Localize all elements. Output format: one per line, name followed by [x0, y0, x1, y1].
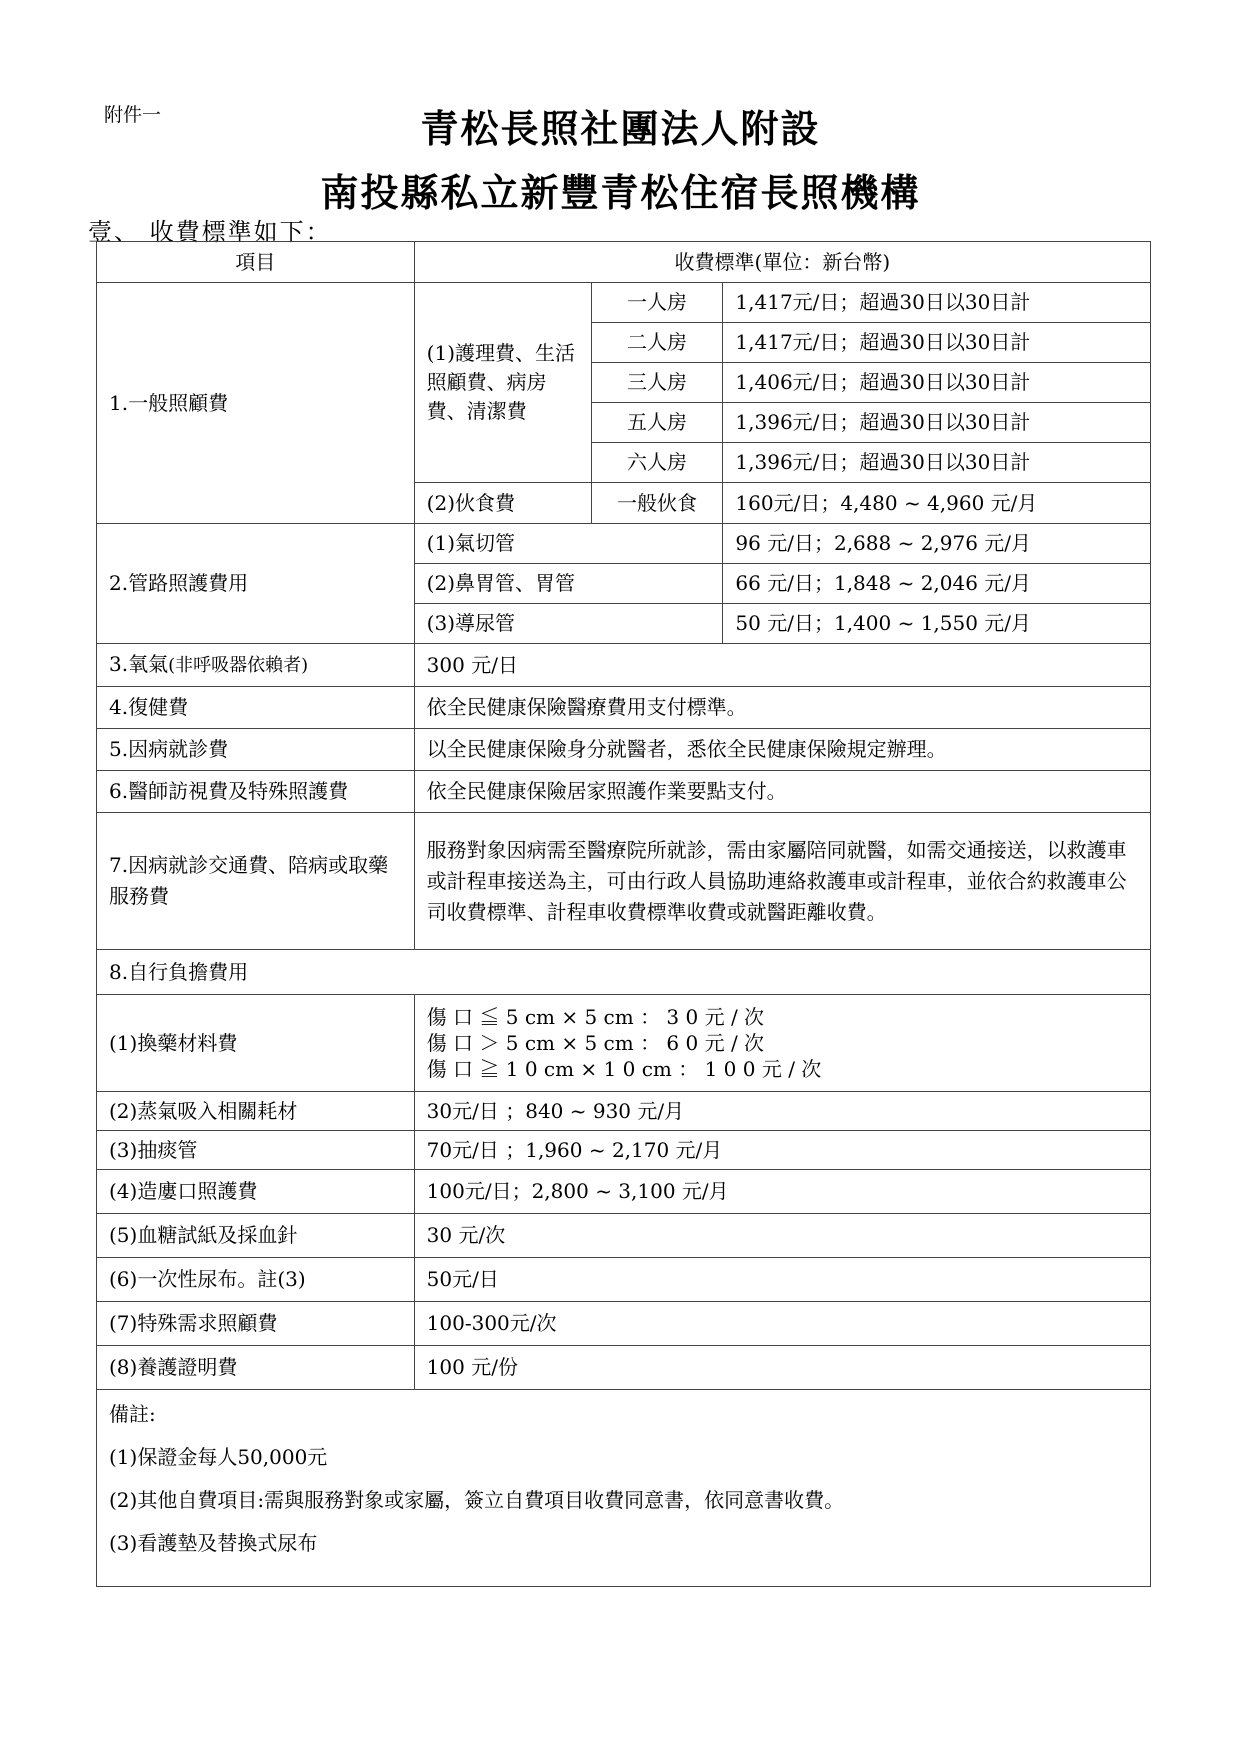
- document-subtitle: 南投縣私立新豐青松住宿長照機構: [320, 170, 921, 215]
- dressing-label: (1)換藥材料費: [97, 995, 415, 1092]
- room-price: 1,417元/日；超過30日以30日計: [723, 283, 1151, 323]
- room-type: 一人房: [591, 283, 723, 323]
- table-row: [97, 1214, 1151, 1258]
- room-price: 1,396元/日；超過30日以30日計: [723, 443, 1151, 483]
- table-row: [97, 813, 1151, 950]
- fee-item-label: (6)一次性尿布。註(3): [97, 1258, 415, 1302]
- table-row: [97, 1258, 1151, 1302]
- header-item: 項目: [97, 242, 415, 283]
- dressing-values: [414, 995, 1150, 1092]
- fee-item-value: 30 元/次: [414, 1214, 1150, 1258]
- fee-item-label: (5)血糖試紙及採血針: [97, 1214, 415, 1258]
- document-title: 青松長照社團法人附設: [420, 106, 821, 151]
- table-row: [97, 687, 1151, 729]
- notes-title: 備註:: [109, 1402, 156, 1426]
- self-pay-label: 8.自行負擔費用: [97, 950, 1151, 995]
- oxygen-value: 300 元/日: [414, 644, 1150, 687]
- room-price: 1,396元/日；超過30日以30日計: [723, 403, 1151, 443]
- dressing-line: 傷 口 ≧ 1 0 cm × 1 0 cm ： 1 0 0 元 / 次: [426, 1057, 822, 1081]
- tube-price: 66 元/日；1,848 ~ 2,046 元/月: [723, 564, 1151, 604]
- tube-price: 96 元/日；2,688 ~ 2,976 元/月: [723, 524, 1151, 564]
- table-row: [97, 1092, 1151, 1131]
- fee-item-label: (7)特殊需求照顧費: [97, 1302, 415, 1346]
- medical-label: 5.因病就診費: [97, 729, 415, 771]
- table-row: [97, 729, 1151, 771]
- attachment-label: 附件一: [104, 104, 162, 126]
- transport-label: 7.因病就診交通費、陪病或取藥服務費: [97, 813, 415, 950]
- notes-cell: [97, 1390, 1151, 1587]
- room-type: 三人房: [591, 363, 723, 403]
- table-row: [97, 1346, 1151, 1390]
- table-row: [97, 1302, 1151, 1346]
- fee-item-label: (3)抽痰管: [97, 1131, 415, 1170]
- note-item: (1)保證金每人50,000元: [109, 1445, 328, 1469]
- fee-item-label: (2)蒸氣吸入相關耗材: [97, 1092, 415, 1131]
- tube-item: (3)導尿管: [414, 604, 723, 644]
- medical-value: 以全民健康保險身分就醫者，悉依全民健康保險規定辦理。: [414, 729, 1150, 771]
- tube-price: 50 元/日；1,400 ~ 1,550 元/月: [723, 604, 1151, 644]
- rehab-value: 依全民健康保險醫療費用支付標準。: [414, 687, 1150, 729]
- fee-item-value: 50元/日: [414, 1258, 1150, 1302]
- tube-item: (2)鼻胃管、胃管: [414, 564, 723, 604]
- table-row: [97, 644, 1151, 687]
- table-row: [97, 950, 1151, 995]
- general-care-label: 1.一般照顧費: [97, 283, 415, 524]
- table-row: [97, 771, 1151, 813]
- table-header-row: [97, 242, 1151, 283]
- tube-item: (1)氣切管: [414, 524, 723, 564]
- meal-fee-label: (2)伙食費: [414, 483, 591, 524]
- table-row: [97, 995, 1151, 1092]
- fee-item-value: 100 元/份: [414, 1346, 1150, 1390]
- transport-value: 服務對象因病需至醫療院所就診，需由家屬陪同就醫，如需交通接送，以救護車或計程車接送為主，可由行政人員協助連絡救護車或計程車，並依合約救護車公司收費標準、計程車收費標準收費或就醫距離收費。: [414, 813, 1150, 950]
- oxygen-label-text: 3.氧氣: [109, 652, 169, 677]
- oxygen-label: [97, 644, 415, 687]
- tube-care-label: 2.管路照護費用: [97, 524, 415, 644]
- meal-type: 一般伙食: [591, 483, 723, 524]
- table-row: [97, 1170, 1151, 1214]
- section-heading: 壹、 收費標準如下：: [88, 218, 332, 246]
- fee-item-value: 70元/日 ；1,960 ~ 2,170 元/月: [414, 1131, 1150, 1170]
- meal-price: 160元/日；4,480 ~ 4,960 元/月: [723, 483, 1151, 524]
- header-standard: 收費標準(單位：新台幣): [414, 242, 1150, 283]
- note-item: (2)其他自費項目:需與服務對象或家屬，簽立自費項目收費同意書，依同意書收費。: [109, 1488, 845, 1512]
- room-price: 1,406元/日；超過30日以30日計: [723, 363, 1151, 403]
- room-type: 六人房: [591, 443, 723, 483]
- fee-item-label: (8)養護證明費: [97, 1346, 415, 1390]
- table-row: [97, 1131, 1151, 1170]
- visit-label: 6.醫師訪視費及特殊照護費: [97, 771, 415, 813]
- visit-value: 依全民健康保險居家照護作業要點支付。: [414, 771, 1150, 813]
- notes-row: [97, 1390, 1151, 1587]
- room-price: 1,417元/日；超過30日以30日計: [723, 323, 1151, 363]
- dressing-line: 傷 口 ≦ 5 cm × 5 cm ： 3 0 元 / 次: [426, 1005, 765, 1029]
- oxygen-note: (非呼吸器依賴者): [168, 655, 309, 677]
- fee-table: [96, 241, 1151, 1587]
- room-type: 五人房: [591, 403, 723, 443]
- care-fee-label: (1)護理費、生活照顧費、病房費、清潔費: [414, 283, 591, 483]
- note-item: (3)看護墊及替換式尿布: [109, 1531, 318, 1555]
- rehab-label: 4.復健費: [97, 687, 415, 729]
- fee-item-value: 30元/日 ；840 ~ 930 元/月: [414, 1092, 1150, 1131]
- fee-item-value: 100元/日；2,800 ~ 3,100 元/月: [414, 1170, 1150, 1214]
- dressing-line: 傷 口 ＞ 5 cm × 5 cm ： 6 0 元 / 次: [426, 1031, 765, 1055]
- table-row: [97, 524, 1151, 564]
- room-type: 二人房: [591, 323, 723, 363]
- table-row: [97, 283, 1151, 323]
- fee-item-value: 100-300元/次: [414, 1302, 1150, 1346]
- fee-item-label: (4)造廔口照護費: [97, 1170, 415, 1214]
